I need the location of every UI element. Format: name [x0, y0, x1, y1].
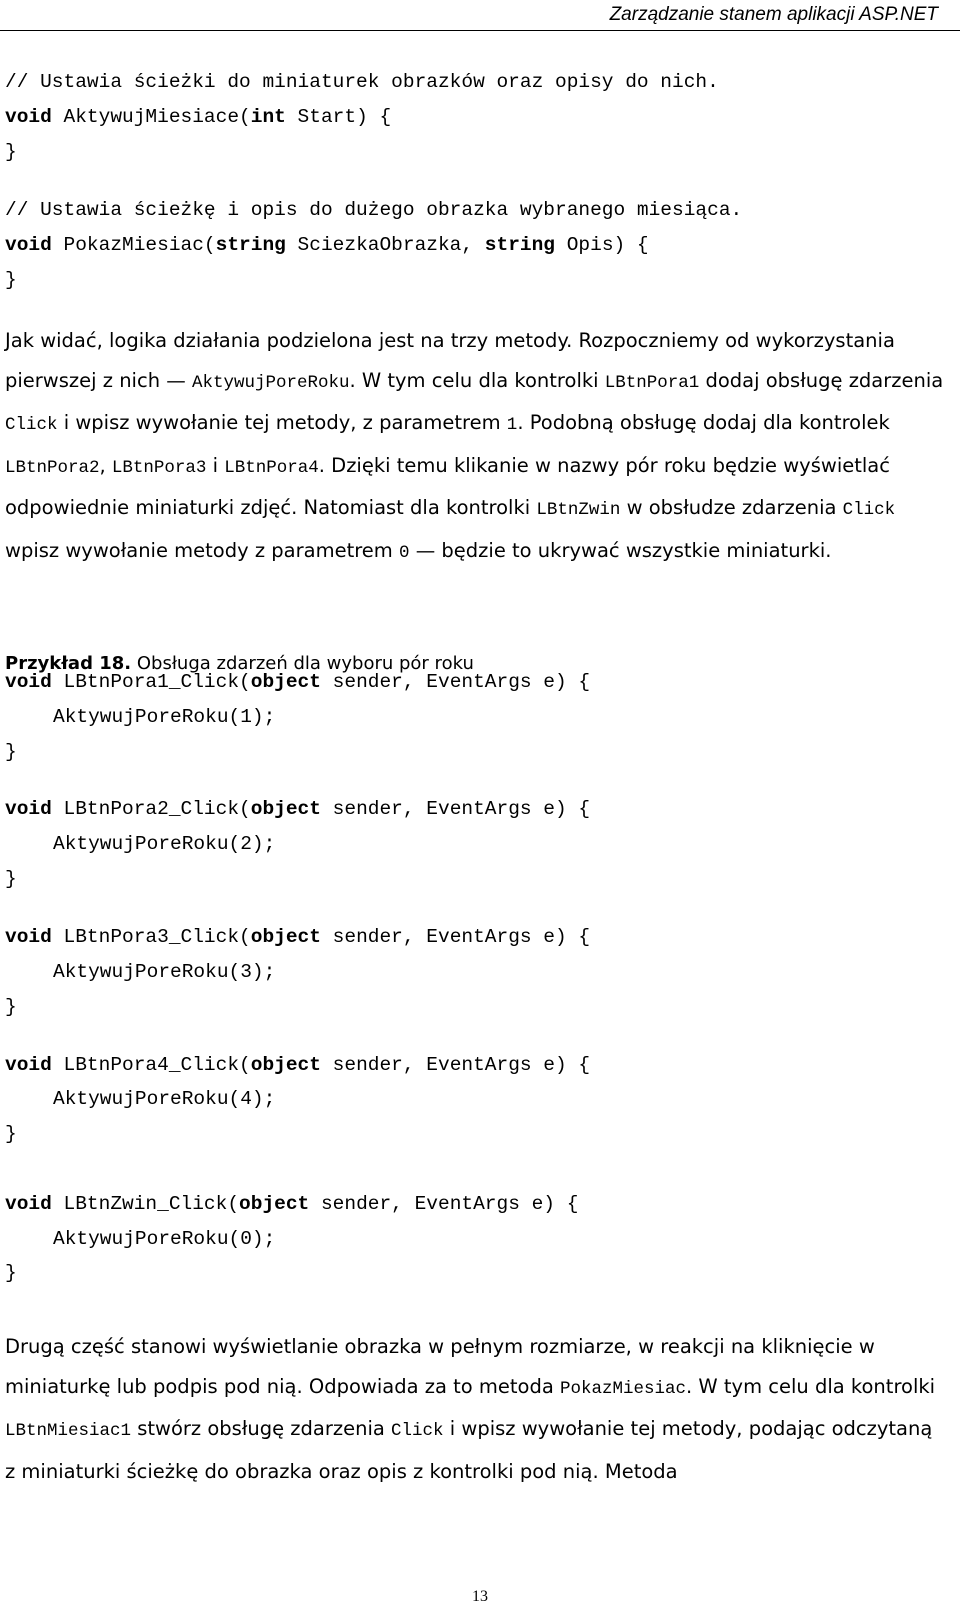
code-keyword: object: [250, 671, 321, 693]
inline-code: LBtnZwin: [536, 500, 621, 520]
code-line: AktywujPoreRoku(4);: [53, 1088, 276, 1110]
paragraph-text: wpisz wywołanie metody z parametrem: [5, 538, 399, 562]
code-text: sender, EventArgs e) {: [309, 1193, 579, 1215]
code-line: }: [5, 741, 17, 763]
code-line: [5, 1053, 590, 1077]
paragraph-text: . W tym celu dla kontrolki: [349, 368, 605, 392]
paragraph-text: Jak widać, logika działania podzielona jest na trzy metody. Rozpoczniemy od wykorzystania pierwszej z nich —: [5, 329, 895, 392]
paragraph-text: i: [206, 453, 225, 477]
code-line: AktywujPoreRoku(1);: [53, 706, 276, 728]
paragraph-text: Drugą część stanowi wyświetlanie obrazka w pełnym rozmiarze, w reakcji na kliknięcie w miniaturkę lub podpis pod nią. Odpowiada za to metoda: [5, 1335, 875, 1398]
code-keyword: void: [5, 106, 52, 128]
code-text: sender, EventArgs e) {: [320, 798, 591, 820]
code-text: AktywujMiesiace(: [51, 106, 251, 128]
code-keyword: string: [215, 234, 286, 256]
paragraph-text: . W tym celu dla kontrolki: [686, 1374, 936, 1398]
paragraph-text: . Dzięki temu klikanie w nazwy pór roku będzie wyświetlać odpowiednie miniaturki zdjęć. Natomiast dla kontrolki: [5, 453, 890, 519]
inline-code: LBtnMiesiac1: [5, 1421, 132, 1441]
code-text: sender, EventArgs e) {: [320, 1054, 591, 1076]
code-keyword: object: [250, 1054, 321, 1076]
code-line: }: [5, 1262, 17, 1284]
code-text: LBtnZwin_Click(: [51, 1193, 240, 1215]
code-line: }: [5, 1123, 17, 1145]
body-paragraph: [5, 1327, 945, 1491]
paragraph-text: i wpisz wywołanie tej metody, podając odczytaną z miniaturki ścieżkę do obrazka oraz opis z kontrolki pod nią. Metoda: [5, 1417, 933, 1483]
code-keyword: object: [250, 798, 321, 820]
code-comment: // Ustawia ścieżki do miniaturek obrazków oraz opisy do nich.: [5, 71, 719, 93]
code-line: [5, 925, 590, 949]
inline-code: 0: [399, 542, 410, 563]
page-number: 13: [472, 1588, 488, 1605]
body-paragraph: [5, 321, 945, 573]
code-line: }: [5, 269, 17, 291]
paragraph-text: . Podobną obsługę dodaj dla kontrolek: [517, 411, 890, 434]
paragraph-text: i wpisz wywołanie tej metody, z parametrem: [57, 411, 507, 434]
code-keyword: void: [5, 1054, 52, 1076]
code-line: [5, 797, 590, 821]
code-line: AktywujPoreRoku(2);: [53, 833, 276, 855]
code-text: LBtnPora2_Click(: [51, 798, 251, 820]
code-text: LBtnPora3_Click(: [51, 926, 251, 948]
example-label: Przykład 18.: [5, 653, 132, 674]
code-text: LBtnPora1_Click(: [51, 671, 251, 693]
code-line: [5, 233, 649, 257]
code-keyword: void: [5, 1193, 52, 1215]
code-comment: // Ustawia ścieżkę i opis do dużego obrazka wybranego miesiąca.: [5, 199, 743, 221]
code-line: AktywujPoreRoku(3);: [53, 961, 276, 983]
inline-code: Click: [391, 1421, 444, 1441]
code-keyword: void: [5, 798, 52, 820]
inline-code: LBtnPora2: [5, 457, 100, 478]
code-text: Opis) {: [555, 234, 649, 256]
paragraph-text: dodaj obsługę zdarzenia: [699, 368, 944, 392]
code-text: Start) {: [285, 106, 392, 128]
inline-code: Click: [842, 500, 896, 520]
code-line: }: [5, 141, 17, 163]
code-keyword: void: [5, 671, 52, 693]
paragraph-text: stwórz obsługę zdarzenia: [131, 1417, 392, 1440]
code-text: sender, EventArgs e) {: [320, 926, 591, 948]
code-text: sender, EventArgs e) {: [320, 671, 591, 693]
inline-code: AktywujPoreRoku: [191, 372, 350, 393]
paragraph-text: — będzie to ukrywać wszystkie miniaturki.: [409, 538, 832, 562]
code-line: [5, 670, 590, 694]
page-header: [0, 0, 960, 32]
code-line: [5, 105, 391, 129]
example-title: Obsługa zdarzeń dla wyboru pór roku: [131, 653, 474, 674]
code-line: [5, 1192, 578, 1216]
inline-code: LBtnPora3: [111, 457, 207, 478]
code-keyword: int: [250, 106, 286, 128]
code-keyword: object: [239, 1193, 310, 1215]
code-line: AktywujPoreRoku(0);: [53, 1228, 276, 1250]
code-keyword: string: [484, 234, 556, 256]
code-text: LBtnPora4_Click(: [51, 1054, 251, 1076]
code-keyword: void: [5, 234, 52, 256]
inline-code: Click: [5, 415, 58, 435]
code-keyword: object: [250, 926, 321, 948]
header-title: Zarządzanie stanem aplikacji ASP.NET: [609, 4, 938, 25]
code-text: PokazMiesiac(: [51, 234, 216, 256]
inline-code: LBtnPora4: [224, 457, 319, 478]
code-line: }: [5, 996, 17, 1018]
inline-code: 1: [506, 415, 518, 435]
paragraph-text: ,: [99, 453, 112, 477]
inline-code: LBtnPora1: [604, 372, 700, 393]
code-keyword: void: [5, 926, 52, 948]
inline-code: PokazMiesiac: [559, 1378, 687, 1399]
header-rule: [0, 30, 960, 31]
paragraph-text: w obsłudze zdarzenia: [620, 496, 843, 519]
code-text: SciezkaObrazka,: [285, 234, 485, 256]
code-line: }: [5, 868, 17, 890]
